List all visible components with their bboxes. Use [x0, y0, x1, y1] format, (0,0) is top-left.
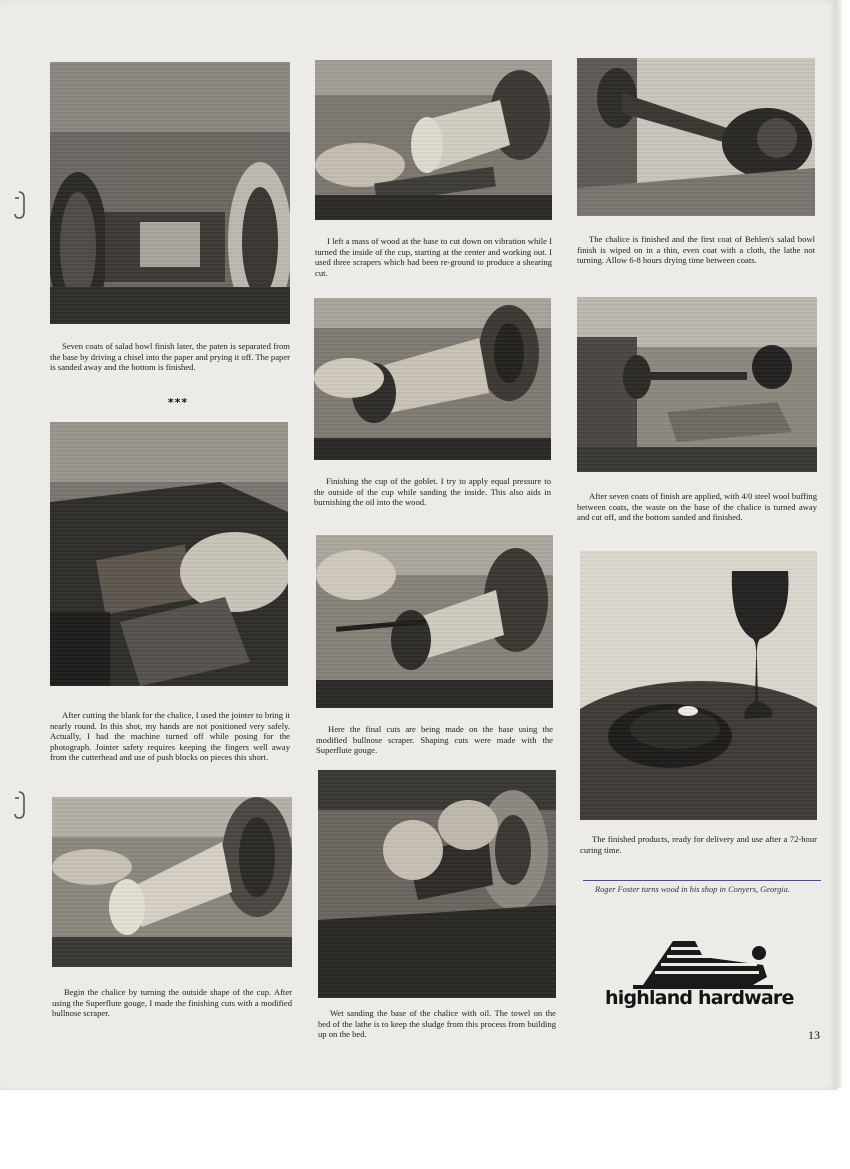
caption-final-cuts: Here the final cuts are being made on the base using the modified bullnose scraper. Shaping cuts were made with the Superflute gouge.: [316, 724, 553, 756]
chalice-and-paten-photo: [580, 551, 817, 820]
highland-hardware-logo: [605, 935, 794, 1015]
final-base-cuts-photo: [316, 535, 553, 708]
caption-mass-of-wood: I left a mass of wood at the base to cut down on vibration while I turned the inside of the cup, starting at the center and working out. I used three scrapers which had been re-ground to produce a shearing cut.: [315, 236, 552, 278]
author-credit: Roger Foster turns wood in his shop in Conyers, Georgia.: [595, 885, 790, 894]
caption-paten-separated: Seven coats of salad bowl finish later, the paten is separated from the base by driving a chisel into the paper and prying it off. The paper is sanded away and the bottom is finished.: [50, 341, 290, 373]
waste-cut-off-photo: [577, 297, 817, 472]
finished-chalice-on-lathe-photo: [577, 58, 815, 216]
caption-outside-shape: Begin the chalice by turning the outside shape of the cup. After using the Superflute gouge, I made the finishing cuts with a modified bullnose scraper.: [52, 987, 292, 1019]
caption-wet-sanding: Wet sanding the base of the chalice with oil. The towel on the bed of the lathe is to keep the sludge from this process from building up on the bed.: [318, 1008, 556, 1040]
hand-plane-logo-icon: [633, 935, 773, 990]
wet-sanding-photo: [318, 770, 556, 998]
section-break: ***: [167, 396, 189, 409]
binder-clip-icon: [13, 790, 25, 820]
caption-finished-products: The finished products, ready for delivery and use after a 72-hour curing time.: [580, 834, 817, 855]
jointer-blank-photo: [50, 422, 288, 686]
sanding-cup-photo: [314, 298, 551, 460]
credit-divider: [583, 880, 821, 881]
lathe-paten-photo: [50, 62, 290, 324]
logo-wordmark: highland hardware: [605, 987, 794, 1009]
cup-hollowing-photo: [315, 60, 552, 220]
caption-first-coat: The chalice is finished and the first coat of Behlen's salad bowl finish is wiped on in a thin, even coat with a cloth, the lathe not turning. Allow 6-8 hours drying time between coats.: [577, 234, 815, 266]
outside-shape-photo: [52, 797, 292, 967]
page-edge: [836, 0, 842, 1088]
caption-finishing-cup: Finishing the cup of the goblet. I try to apply equal pressure to the outside of the cup while sanding the inside. This also aids in burnishing the oil into the wood.: [314, 476, 551, 508]
caption-jointer: After cutting the blank for the chalice, I used the jointer to bring it nearly round. In this shot, my hands are not positioned very safely. Actually, I had the machine turned off while posing for the photograph. Jointer safety requires keeping the fingers well away from the cutterhead and use of push blocks on pieces this short.: [50, 710, 290, 763]
binder-clip-icon: [13, 190, 25, 220]
page-number: 13: [808, 1028, 820, 1042]
caption-seven-coats: After seven coats of finish are applied, with 4/0 steel wool buffing between coats, the waste on the base of the chalice is turned away and cut off, and the bottom sanded and finished.: [577, 491, 817, 523]
